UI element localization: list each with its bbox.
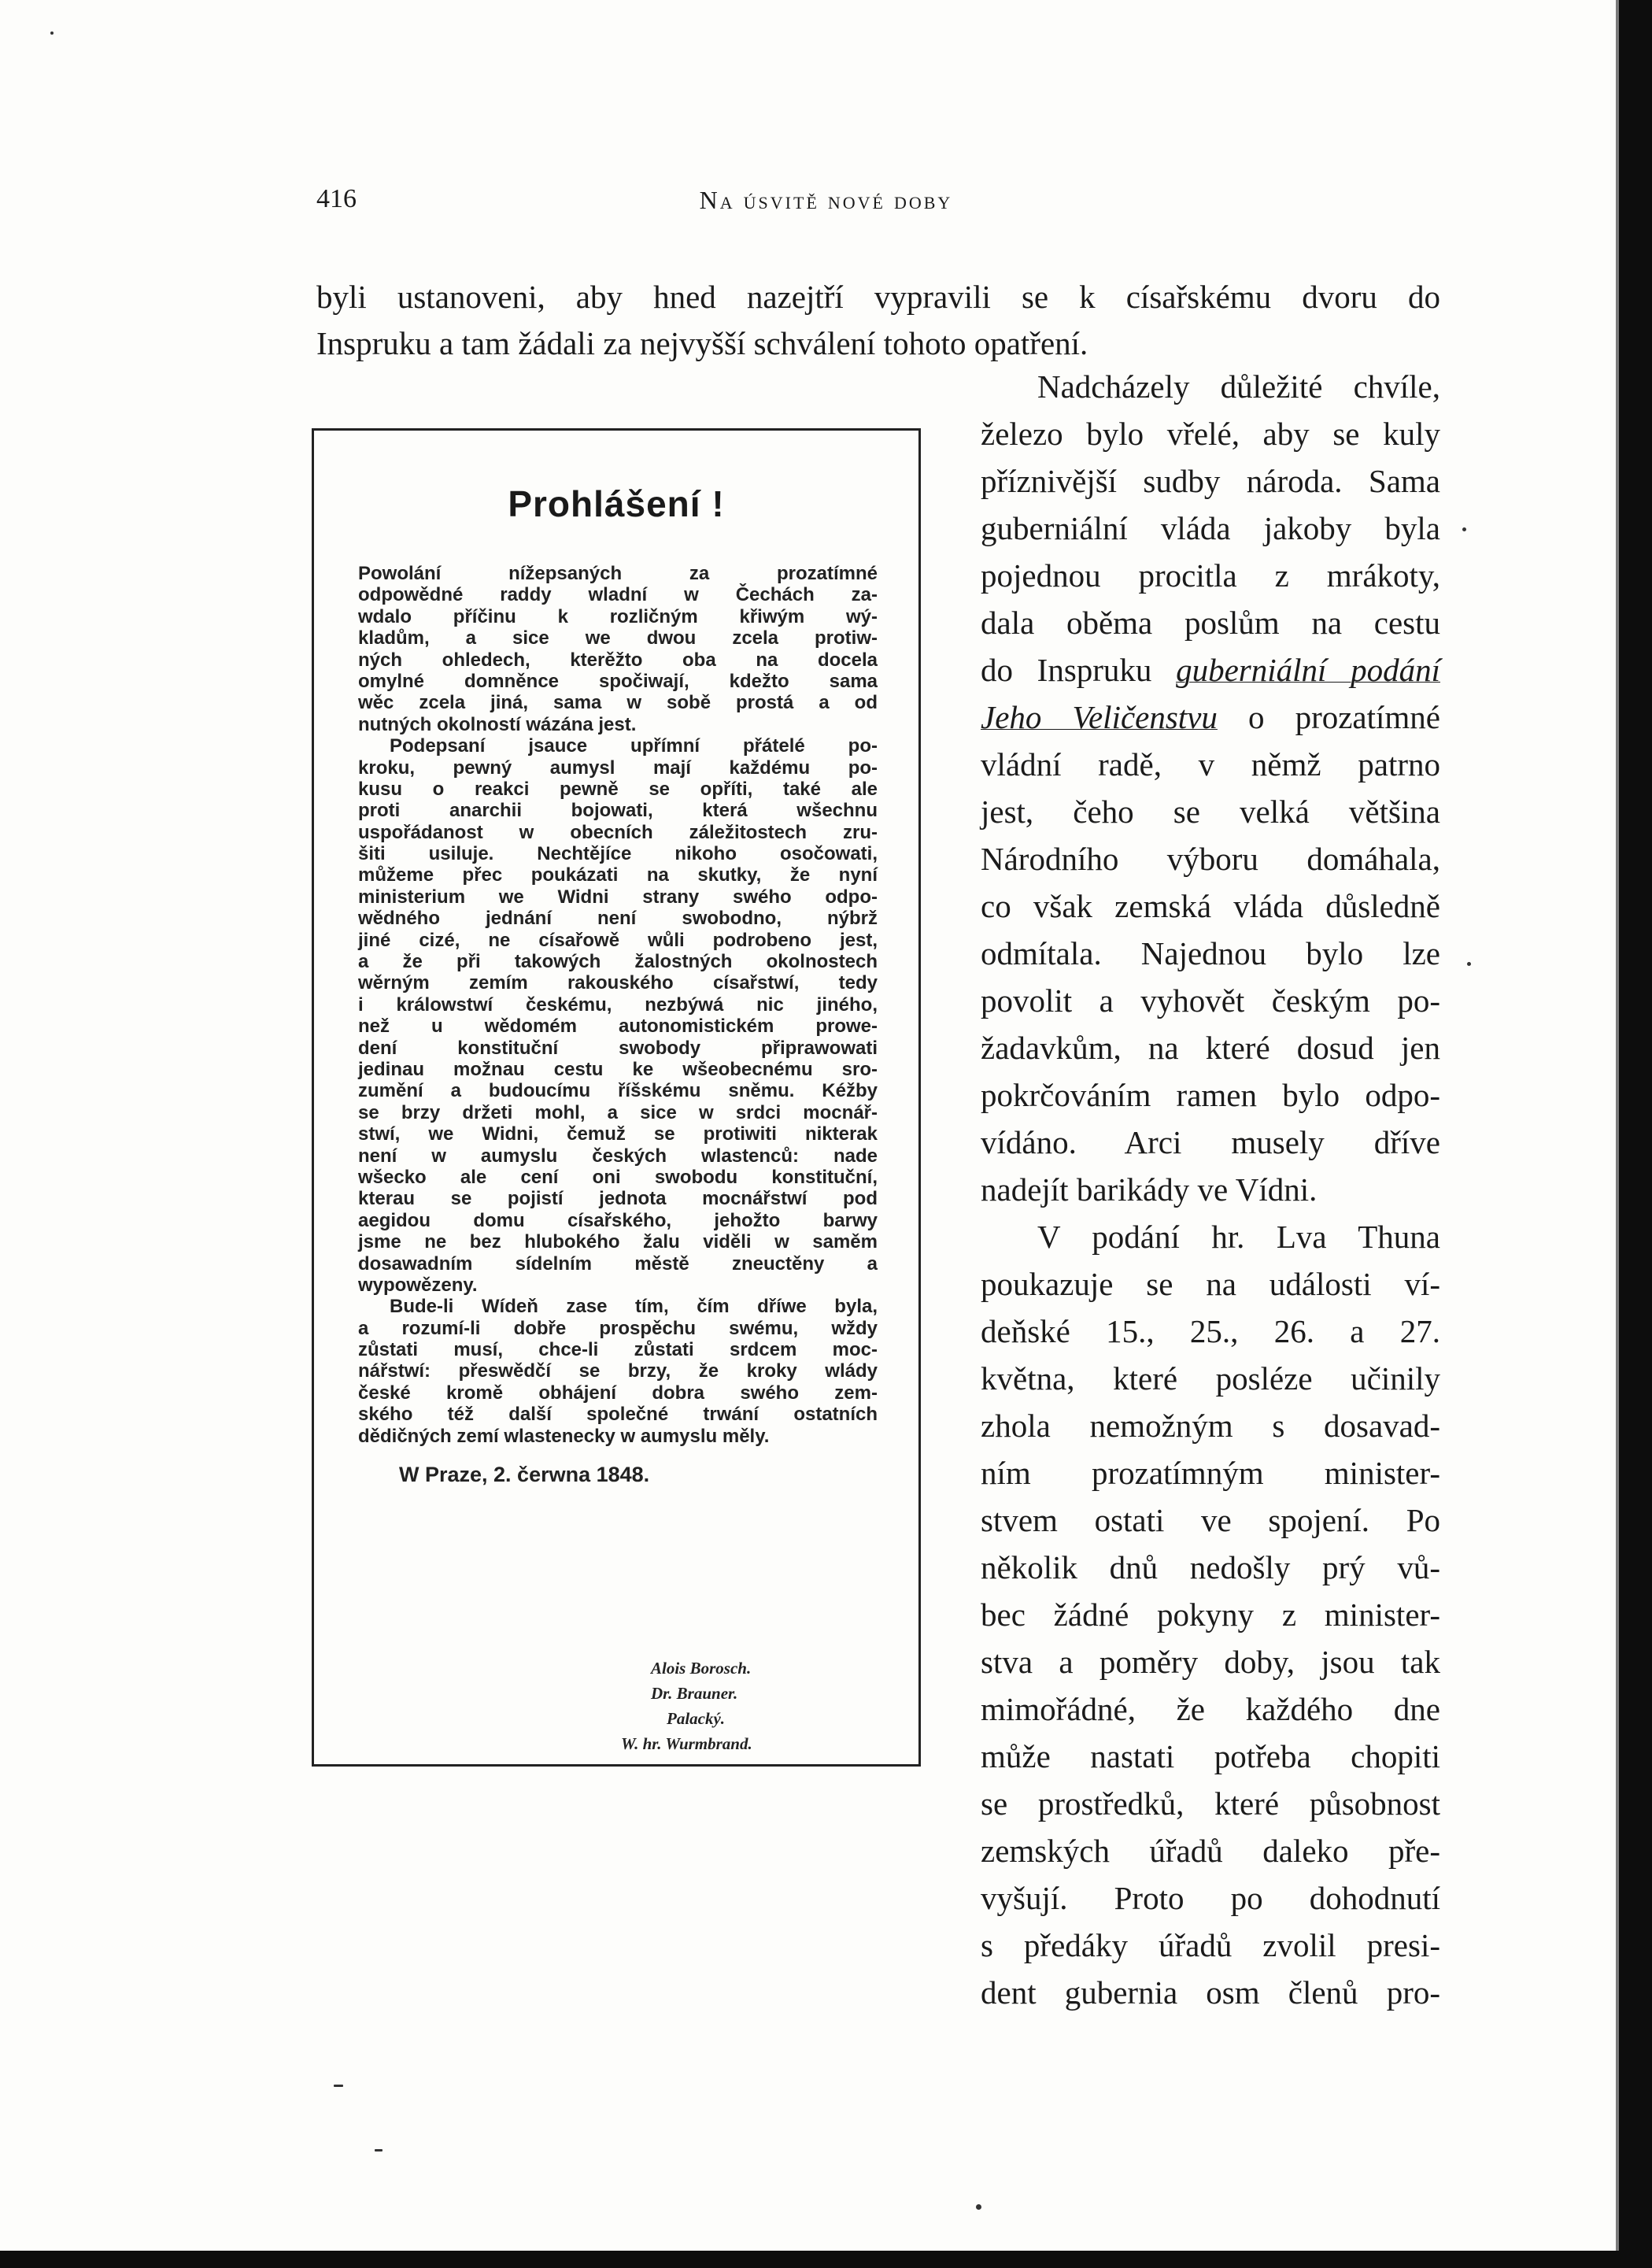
scan-speck — [334, 2085, 343, 2087]
proclamation-line: kroku, pewný aumysl mají každému po- — [358, 757, 878, 779]
body-line: nadejít barikády ve Vídni. — [981, 1171, 1318, 1208]
body-line: mimořádné, že každého dne — [981, 1691, 1440, 1727]
proclamation-line: české kromě obhájení dobra swého zem- — [358, 1382, 878, 1404]
body-line: stva a poměry doby, jsou tak — [981, 1644, 1440, 1680]
scan-edge-right — [1619, 0, 1652, 2268]
body-line: května, které posléze učinily — [981, 1360, 1440, 1397]
body-line: ním prozatímným minister- — [981, 1455, 1440, 1491]
scan-edge-shadow — [1616, 0, 1619, 2268]
body-line: žadavkům, na které dosud jen — [981, 1030, 1440, 1066]
proclamation-line: a že při takowých žalostných okolnostech — [358, 951, 878, 973]
proclamation-line: Bude-li Wídeň zase tím, čím dříwe byla, — [390, 1296, 878, 1318]
scan-speck — [1467, 962, 1471, 966]
scan-speck — [50, 31, 54, 35]
proclamation-line: šiti usiluje. Nechtějíce nikoho osočowati, — [358, 843, 878, 865]
proclamation-line: odpowědné raddy wladní w Čechách za- — [358, 584, 878, 606]
proclamation-line: jsme ne bez hlubokého žalu viděli w saměm — [358, 1231, 878, 1253]
body-line: do Inspruku guberniální podání — [981, 652, 1440, 688]
body-line: může nastati potřeba chopiti — [981, 1738, 1440, 1774]
body-line: guberniální vláda jakoby byla — [981, 510, 1440, 546]
proclamation-date: W Praze, 2. čerwna 1848. — [399, 1463, 650, 1487]
proclamation-line: není w aumyslu českých wlastenců: nade — [358, 1145, 878, 1167]
body-line: s předáky úřadů zvolil presi- — [981, 1927, 1440, 1963]
body-line: příznivější sudby národa. Sama — [981, 463, 1440, 499]
proclamation-line: Powolání nížepsaných za prozatímné — [358, 563, 878, 584]
proclamation-line: ministerium we Widni strany swého odpo- — [358, 886, 878, 908]
scan-speck — [375, 2149, 383, 2151]
body-line: železo bylo vřelé, aby se kuly — [981, 416, 1440, 452]
body-line: vládní radě, v němž patrno — [981, 746, 1440, 783]
proclamation-line: dědičných zemí wlastenecky w aumyslu měly. — [358, 1425, 770, 1447]
proclamation-line: Podepsaní jsauce upřímní přátelé po- — [390, 735, 878, 757]
scan-speck — [976, 2204, 981, 2210]
body-line: Jeho Veličenstvu o prozatímné — [981, 699, 1440, 735]
proclamation-line: omylné domněnce spočiwají, kdežto sama — [358, 670, 878, 692]
body-line: vídáno. Arci musely dříve — [981, 1124, 1440, 1160]
proclamation-line: můžeme přec poukázati na skutky, že nyní — [358, 864, 878, 886]
signature: Palacký. — [667, 1709, 726, 1728]
body-line: se prostředků, které působnost — [981, 1785, 1440, 1822]
proclamation-line: zumění a budoucímu říšskému sněmu. Kéžby — [358, 1080, 878, 1102]
proclamation-line: aegidou domu císařského, jehožto barwy — [358, 1209, 878, 1231]
body-line: Nadcházely důležité chvíle, — [1037, 368, 1440, 405]
body-line: bec žádné pokyny z minister- — [981, 1596, 1440, 1633]
body-line: pokrčováním ramen bylo odpo- — [981, 1077, 1440, 1113]
italic-title: Jeho Veličenstvu — [981, 699, 1218, 735]
intro-paragraph — [316, 274, 1440, 367]
body-line: pojednou procitla z mrákoty, — [981, 557, 1440, 594]
signature: Dr. Brauner. — [651, 1684, 738, 1703]
body-line: V podání hr. Lva Thuna — [1037, 1219, 1440, 1255]
proclamation-line: wdalo příčinu k rozličným křiwým wý- — [358, 605, 878, 627]
proclamation-line: dosawadním sídelním městě zneuctěny a — [358, 1252, 878, 1275]
body-line: vyšují. Proto po dohodnutí — [981, 1880, 1440, 1916]
body-line: dent gubernia osm členů pro- — [981, 1974, 1440, 2011]
proclamation-line: kterau se pojistí jednota mocnářstwí pod — [358, 1188, 878, 1210]
proclamation-line: wěrným zemím rakouského císařstwí, tedy — [358, 972, 878, 994]
body-line: deňské 15., 25., 26. a 27. — [981, 1313, 1440, 1349]
proclamation-line: a rozumí-li dobře prospěchu swému, wždy — [358, 1317, 878, 1339]
proclamation-title: Prohlášení ! — [508, 483, 725, 524]
proclamation-line: wěc zcela jiná, sama w sobě prostá a od — [358, 692, 878, 714]
proclamation-line: wšecko ale cení oni swobodu konstituční, — [358, 1166, 878, 1188]
body-line: povolit a vyhovět českým po- — [981, 982, 1440, 1019]
body-line: zhola nemožným s dosavad- — [981, 1408, 1440, 1444]
body-line: Národního výboru domáhala, — [981, 841, 1440, 877]
running-head: Na úsvitě nové doby — [699, 186, 953, 214]
proclamation-line: wypowězeny. — [358, 1274, 478, 1296]
proclamation-line: ského též další společné trwání ostatních — [358, 1404, 878, 1426]
right-column-text — [981, 364, 1440, 2017]
signature: W. hr. Wurmbrand. — [621, 1734, 752, 1753]
italic-title: guberniální podání — [1176, 652, 1440, 688]
proclamation-line: než u wědomém autonomistickém prowe- — [358, 1016, 878, 1038]
proclamation-line: jiné cizé, ne císařowě wůli podrobeno jest, — [358, 929, 878, 951]
proclamation-line: kladům, a sice we dwou zcela protiw- — [358, 627, 878, 649]
proclamation-line: proti anarchii bojowati, která wšechnu — [358, 800, 878, 822]
body-line: stvem ostati ve spojení. Po — [981, 1502, 1440, 1538]
intro-line: byli ustanoveni, aby hned nazejtří vypravili se k císařskému dvoru do — [316, 279, 1440, 315]
scan-edge-bottom — [0, 2251, 1652, 2268]
scan-speck — [1462, 527, 1466, 531]
body-line: odmítala. Najednou bylo lze — [981, 935, 1440, 971]
proclamation-line: i králowstwí českému, nezbýwá nic jiného, — [358, 993, 878, 1016]
proclamation-line: zůstati musí, chce-li zůstati srdcem moc- — [358, 1339, 878, 1361]
proclamation-line: uspořádanost w obecních záležitostech zru- — [358, 821, 878, 843]
proclamation-line: stwí, we Widni, čemuž se protiwiti nikterak — [358, 1123, 878, 1145]
proclamation-text — [358, 563, 878, 1485]
body-line: co však zemská vláda důsledně — [981, 888, 1440, 924]
signature-block — [314, 1656, 918, 1756]
proclamation-box — [312, 428, 921, 1767]
body-line: poukazuje se na události ví- — [981, 1266, 1440, 1302]
body-line: dala oběma poslům na cestu — [981, 605, 1440, 641]
body-line: několik dnů nedošly prý vů- — [981, 1549, 1440, 1585]
intro-line: Inspruku a tam žádali za nejvyšší schválení tohoto opatření. — [316, 325, 1088, 361]
proclamation-line: se brzy držeti mohl, a sice w srdci mocnář- — [358, 1101, 878, 1123]
signature: Alois Borosch. — [651, 1659, 752, 1678]
page-number: 416 — [316, 184, 357, 213]
proclamation-line: jedinau možnau cestu ke wšeobecnému sro- — [358, 1058, 878, 1080]
proclamation-line: wědného jednání není swobodno, nýbrž — [358, 908, 878, 930]
proclamation-line: nutných okolností wázána jest. — [358, 713, 637, 735]
proclamation-line: nářstwí: přeswědčí se brzy, že kroky wlády — [358, 1360, 878, 1382]
body-line: zemských úřadů daleko pře- — [981, 1833, 1440, 1869]
body-line: jest, čeho se velká většina — [981, 794, 1440, 830]
proclamation-line: kusu o reakci pewně se opříti, také ale — [358, 778, 878, 800]
proclamation-line: ných ohledech, kterěžto oba na docela — [358, 649, 878, 671]
proclamation-line: dení konstituční swobody připrawowati — [358, 1037, 878, 1059]
